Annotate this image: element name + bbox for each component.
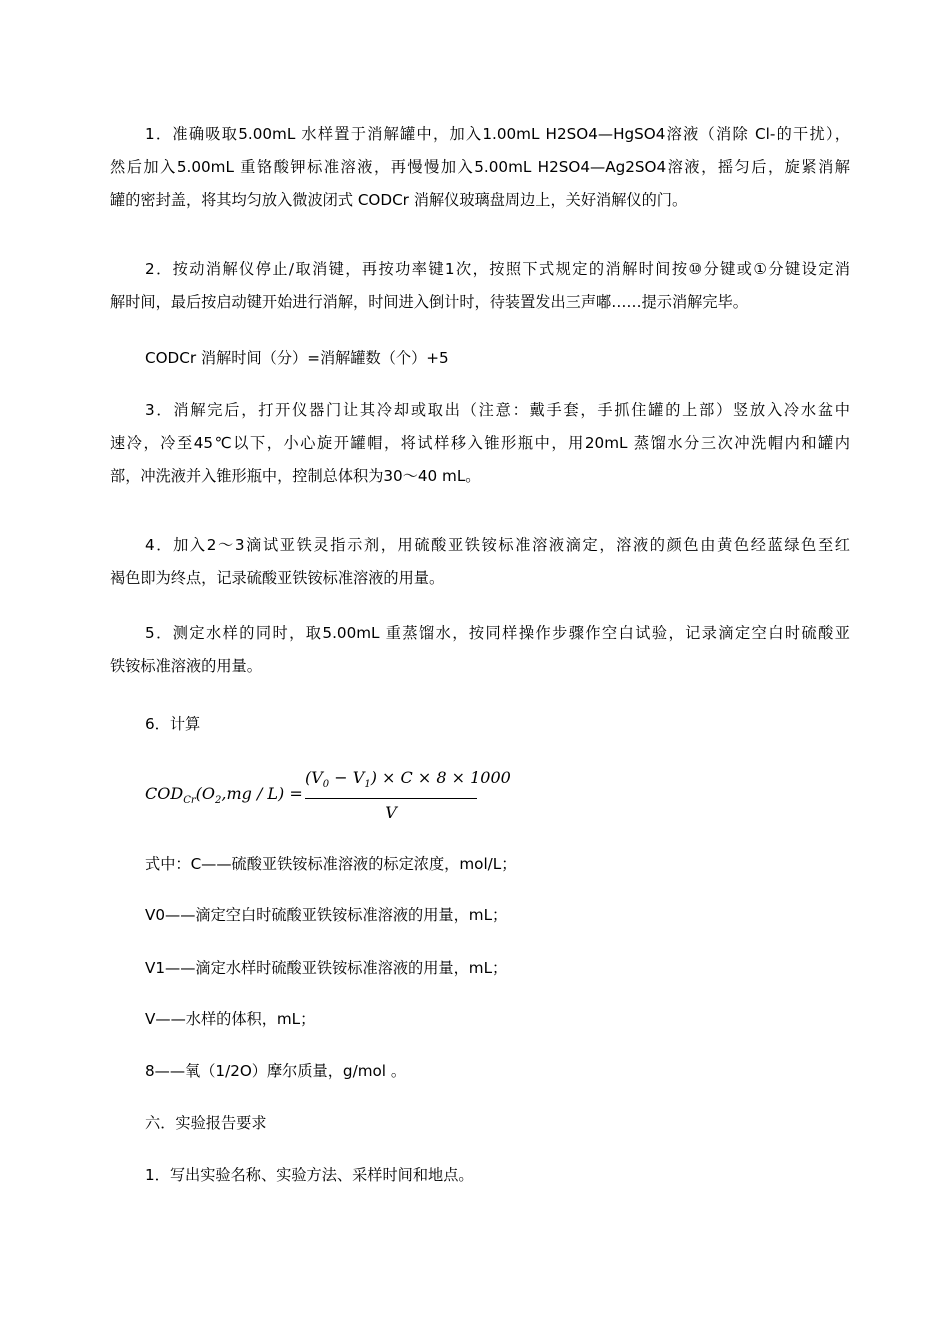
step-1-line-2: 然后加入5.00mL 重铬酸钾标准溶液，再慢慢加入5.00mL H2SO4—Ag2SO4溶液，摇匀后，旋紧消解 [110, 158, 850, 176]
step-1-line-1: 1．准确吸取5.00mL 水样置于消解罐中，加入1.00mL H2SO4—HgSO4溶液（消除 Cl-的干扰）， [145, 125, 850, 143]
legend-v0: V0——滴定空白时硫酸亚铁铵标准溶液的用量，mL； [145, 906, 508, 924]
step-5-line-2: 铁铵标准溶液的用量。 [110, 657, 262, 675]
step-3-line-2: 速冷，冷至45℃以下，小心旋开罐帽，将试样移入锥形瓶中，用20mL 蒸馏水分三次冲洗帽内和罐内 [110, 434, 850, 452]
formula-fraction [305, 767, 511, 824]
formula-numerator: $(V_0 - V_1) \times C \times 8 \times 1000$ [305, 768, 511, 791]
fraction-bar [305, 798, 477, 799]
step-2-line-1: 2．按动消解仪停止/取消键，再按功率键1次，按照下式规定的消解时间按⑩分键或①分键设定消 [145, 260, 850, 278]
step-4-line-2: 褐色即为终点，记录硫酸亚铁铵标准溶液的用量。 [110, 569, 445, 587]
step-5-line-1: 5．测定水样的同时，取5.00mL 重蒸馏水，按同样操作步骤作空白试验，记录滴定空白时硫酸亚 [145, 624, 850, 642]
step-2-paragraph [110, 253, 850, 319]
legend-v: V——水样的体积，mL； [145, 1010, 316, 1028]
section-6-title: 六．实验报告要求 [145, 1114, 267, 1132]
step-3-line-1: 3．消解完后，打开仪器门让其冷却或取出（注意：戴手套，手抓住罐的上部）竖放入冷水盆中 [145, 401, 850, 419]
cod-formula [145, 767, 511, 823]
step-1-line-3: 罐的密封盖，将其均匀放入微波闭式 CODCr 消解仪玻璃盘周边上，关好消解仪的门。 [110, 191, 688, 209]
formula-lhs: $COD_{Cr}(O_2,mg / L)$ = [145, 784, 303, 807]
formula-denominator: V [385, 803, 397, 823]
step-1-paragraph [110, 118, 850, 217]
step-4-line-1: 4．加入2～3滴试亚铁灵指示剂，用硫酸亚铁铵标准溶液滴定，溶液的颜色由黄色经蓝绿色至红 [145, 536, 850, 554]
step-5-paragraph [110, 617, 850, 683]
legend-v1: V1——滴定水样时硫酸亚铁铵标准溶液的用量，mL； [145, 959, 508, 977]
step-6-heading: 6．计算 [145, 715, 201, 733]
legend-c: 式中：C——硫酸亚铁铵标准溶液的标定浓度，mol/L； [145, 855, 517, 873]
section-6-item-1: 1．写出实验名称、实验方法、采样时间和地点。 [145, 1166, 474, 1184]
step-3-line-3: 部，冲洗液并入锥形瓶中，控制总体积为30～40 mL。 [110, 467, 481, 485]
step-2-line-2: 解时间，最后按启动键开始进行消解，时间进入倒计时，待装置发出三声嘟……提示消解完毕。 [110, 293, 748, 311]
legend-8: 8——氧（1/2O）摩尔质量，g/mol 。 [145, 1062, 407, 1080]
digestion-time-formula: CODCr 消解时间（分）=消解罐数（个）+5 [145, 349, 449, 367]
step-3-paragraph [110, 394, 850, 493]
step-4-paragraph [110, 529, 850, 595]
